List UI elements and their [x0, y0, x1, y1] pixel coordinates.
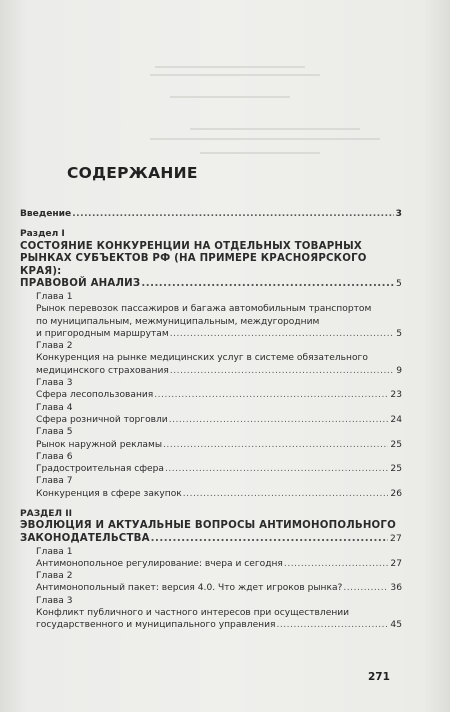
section-label: РАЗДЕЛ II [20, 509, 72, 520]
chapter-label: Глава 7 [36, 476, 73, 487]
chapter-label: Глава 2 [36, 341, 73, 352]
toc-heading: СОДЕРЖАНИЕ [67, 164, 198, 182]
toc-entry-chapter[interactable] [20, 463, 402, 475]
toc-entry-chapter[interactable] [20, 558, 402, 570]
chapter-label: Глава 2 [36, 571, 73, 582]
toc-page-number: 24 [390, 414, 402, 425]
toc-page-number: 45 [390, 620, 402, 631]
chapter-title-line: и пригородным маршрутам [36, 328, 169, 339]
toc-entry-section-2[interactable] [20, 533, 402, 546]
chapter-title-line: Сфера лесопользования [36, 390, 154, 401]
toc-page-number: 23 [390, 390, 402, 401]
chapter-title-line: Антимонопольный пакет: версия 4.0. Что ждет игроков рынка? [36, 583, 343, 594]
section-title-line: ЗАКОНОДАТЕЛЬСТВА [20, 532, 150, 544]
toc-entry-chapter[interactable] [20, 619, 402, 631]
section-title-line: ЭВОЛЮЦИЯ И АКТУАЛЬНЫЕ ВОПРОСЫ АНТИМОНОПОЛЬНОГО [20, 520, 396, 532]
toc-page-number: 3 [395, 209, 402, 219]
toc-entry-chapter[interactable] [20, 414, 402, 426]
toc-page-number: 9 [396, 365, 402, 376]
table-of-contents [20, 208, 402, 632]
chapter-title-line: Антимонопольное регулирование: вчера и сегодня [36, 558, 283, 569]
toc-page-number: 5 [396, 328, 402, 339]
chapter-label: Глава 1 [36, 546, 73, 557]
leader-dots [343, 582, 388, 594]
chapter-title-line: Сфера розничной торговли [36, 414, 168, 425]
toc-page-number: 26 [390, 488, 402, 499]
toc-page-number: 25 [390, 439, 402, 450]
leader-dots [284, 558, 389, 570]
chapter-label: Глава 3 [36, 595, 73, 606]
section-title-line: СОСТОЯНИЕ КОНКУРЕНЦИИ НА ОТДЕЛЬНЫХ ТОВАРНЫХ [20, 240, 362, 252]
toc-entry-intro[interactable] [20, 208, 402, 220]
toc-page-number: 36 [390, 583, 402, 594]
chapter-label: Глава 3 [36, 378, 73, 389]
leader-dots [169, 414, 389, 426]
toc-page-number: 27 [390, 533, 402, 544]
chapter-title-line: Рынок перевозок пассажиров и багажа автомобильным транспортом [36, 304, 372, 315]
toc-entry-chapter[interactable] [20, 582, 402, 594]
chapter-title-line: медицинского страхования [36, 365, 169, 376]
leader-dots [72, 208, 393, 220]
chapter-label: Глава 1 [36, 291, 73, 302]
leader-dots [170, 365, 394, 377]
leader-dots [154, 389, 388, 401]
toc-entry-chapter[interactable] [20, 328, 402, 340]
chapter-title-line: по муниципальным, межмуниципальным, междугородним [36, 316, 320, 327]
chapter-label: Глава 4 [36, 402, 73, 413]
leader-dots [170, 328, 395, 340]
toc-entry-chapter[interactable] [20, 439, 402, 451]
toc-page-number: 25 [390, 464, 402, 475]
chapter-title-line: Градостроительная сфера [36, 464, 164, 475]
toc-entry-chapter[interactable] [20, 389, 402, 401]
toc-entry-chapter[interactable] [20, 365, 402, 377]
chapter-title-line: Конкуренция в сфере закупок [36, 488, 182, 499]
section-title-line: РЫНКАХ СУБЪЕКТОВ РФ (НА ПРИМЕРЕ КРАСНОЯРСКОГО КРАЯ): [20, 253, 367, 277]
toc-page-number: 27 [390, 558, 402, 569]
leader-dots [183, 488, 389, 500]
leader-dots [277, 619, 389, 631]
chapter-title-line: Рынок наружной рекламы [36, 439, 163, 450]
toc-entry-section-1[interactable] [20, 278, 402, 291]
chapter-label: Глава 5 [36, 427, 73, 438]
chapter-label: Глава 6 [36, 451, 73, 462]
section-label: Раздел I [20, 229, 65, 240]
toc-entry-label: Введение [20, 209, 72, 219]
chapter-title-line: государственного и муниципального управления [36, 620, 276, 631]
page-number: 271 [368, 671, 390, 683]
chapter-title-line: Конкуренция на рынке медицинских услуг в системе обязательного [36, 353, 368, 364]
leader-dots [163, 439, 388, 451]
toc-page-number: 5 [396, 279, 402, 290]
section-title-line: ПРАВОВОЙ АНАЛИЗ [20, 278, 141, 290]
chapter-title-line: Конфликт публичного и частного интересов при осуществлении [36, 607, 350, 618]
leader-dots [165, 463, 388, 475]
toc-entry-chapter[interactable] [20, 488, 402, 500]
leader-dots [151, 533, 388, 546]
leader-dots [141, 278, 394, 291]
